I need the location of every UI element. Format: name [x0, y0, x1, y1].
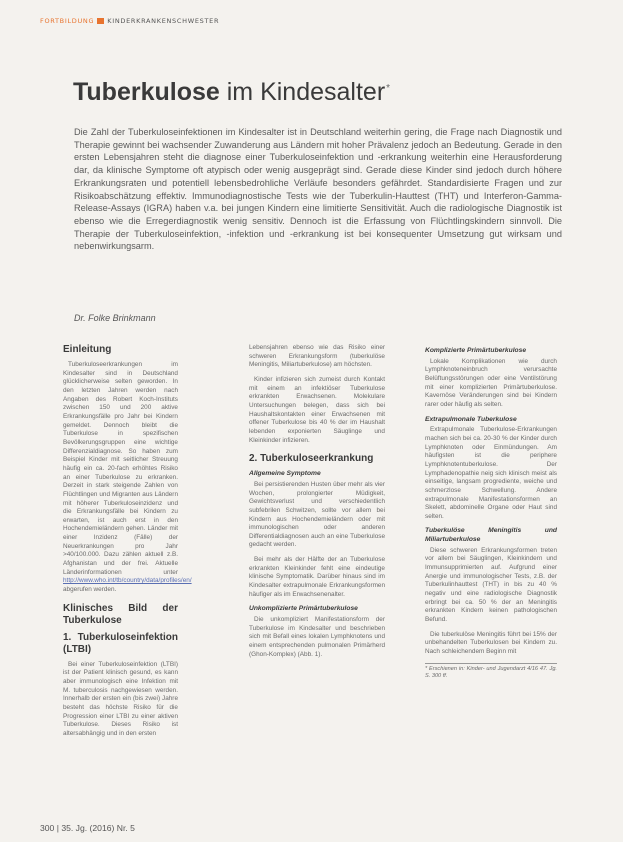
footnote: * Erschienen in: Kinder- und Jugendarzt 4/16 47. Jg. S. 300 ff. — [425, 663, 557, 680]
paragraph: Kinder infizieren sich zumeist durch Kontakt mit einem an infektiöser Tuberkulose erkrankten Erwachsenen. Molekulare Untersuchungen belegen, dass sich bei Haushaltskontakten einer Erwachsenen mit offener Tuberkulose bis 40 % der im Haushalt lebenden exponierten Säuglinge und Kleinkinder infizieren. — [249, 375, 385, 444]
paragraph-text-end: abgerufen werden. — [63, 586, 117, 594]
heading-klinisches-bild: Klinisches Bild der Tuberkulose — [63, 602, 178, 626]
paragraph: Bei persistierenden Husten über mehr als vier Wochen, prolongierter Müdigkeit, Gewichtsverlust und verschiedentlich subfebrilen Schwitzen, sollte vor allem bei Kindern aus Hochendemieländern oder mit immunologischen oder anderen Differentialdiagnosen auch an eine Tuberkulose gedacht werden. — [249, 480, 385, 549]
rubric-separator-icon — [97, 18, 104, 24]
heading-ltbi: 1. Tuberkuloseinfektion (LTBI) — [63, 631, 178, 655]
column-2 — [249, 344, 385, 665]
paragraph: Die tuberkulöse Meningitis führt bei 15% der unbehandelten Tuberkulosen bei Kindern zu. Nach schleichendem Beginn mit — [425, 630, 557, 655]
rubric — [40, 17, 219, 25]
subheading-unkomplizierte: Unkomplizierte Primärtuberkulose — [249, 605, 358, 613]
paragraph: Bei mehr als der Hälfte der an Tuberkulose erkrankten Kleinkinder fehlt eine eindeutige klinische Symptomatik. Darüber hinaus sind im Kindesalter extrapulmonale Erkrankungsformen häufiger als im Erwachsenenalter. — [249, 556, 385, 598]
page-title — [73, 78, 390, 107]
column-3 — [425, 344, 557, 680]
subheading-komplizierte: Komplizierte Primärtuberkulose — [425, 347, 527, 354]
paragraph — [63, 361, 192, 595]
heading-einleitung: Einleitung — [63, 344, 112, 355]
page-number: 300 | 35. Jg. (2016) Nr. 5 — [40, 823, 135, 833]
column-1 — [63, 344, 192, 745]
author: Dr. Folke Brinkmann — [74, 313, 156, 323]
paragraph: Lokale Komplikationen wie durch Lymphknoteneinbruch verursachte Belüftungsstörungen oder eine Ventilstörung mit einer komplizierten Primärtuberkulose. Kavernöse Veränderungen sind bei Kindern rarer oder häufig als selten. — [425, 357, 557, 408]
heading-tuberkuloseerkrankung: 2. Tuberkuloseerkrankung — [249, 453, 374, 465]
who-link[interactable]: http://www.who.int/tb/country/data/profiles/en/ — [63, 577, 192, 585]
lead-paragraph: Die Zahl der Tuberkuloseinfektionen im Kindesalter ist in Deutschland weiterhin gering, die Frage nach Diagnostik und Therapie gewinnt bei wachsender Zuwanderung aus Ländern mit hoher Prävalenz jedoch an Bedeutung. Gerade in den ersten Lebensjahren steht die diagnose einer Tuberkuloseinfektion und -erkrankung weiterhin eine Herausforderung dar, da klinische Symptome oft atypisch oder wenig ausgeprägt sind. Gerade diese Kinder sind jedoch durch höhere Erkrankungsraten und potentiell lebensbedrohliche Verläufe besonders gefährdet. Standardisierte Fragen und zur Risikoabschätzung effektiv. Immunodiagnostische Tests wie der Tuberkulin-Hauttest (THT) und Interferon-Gamma-Release-Assays (IGRA) haben v.a. bei jungen Kindern eine limitierte Sensitivität. Auch die radiologische Diagnostik ist ebenso wie die Erregerdiagnostik wenig sensitiv. Dennoch ist die Erfassung von Flüchtlingskindern sinnvoll. Die Therapie der Tuberkuloseinfektion, -infektion und -erkrankung ist bei konsequenter Umsetzung gut wirksam und nebenwirkungsarm. — [74, 127, 562, 252]
paragraph: Lebensjahren ebenso wie das Risiko einer schweren Erkrankungsform (tuberkulöse Meningitis, Miliartuberkulose) am höchsten. — [249, 344, 385, 369]
subheading-meningitis: Tuberkulöse Meningitis und Miliartuberkulose — [425, 527, 557, 544]
rubric-subsection: KINDERKRANKENSCHWESTER — [107, 17, 220, 25]
subheading-extrapulmonale: Extrapulmonale Tuberkulose — [425, 415, 517, 423]
title-rest: im Kindesalter — [226, 78, 386, 106]
paragraph-text: Tuberkuloseerkrankungen im Kindesalter sind in Deutschland glücklicherweise selten geworden. In den letzten Jahren werden nach Angaben des Robert Koch-Instituts zwischen 150 und 200 aktive Erkrankungsfälle pro Jahr bei Kindern gemeldet. Dennoch bleibt die Tuberkulose in spezifischen Bevölkerungsgruppen eine wichtige Differenzialdiagnose. So haben zum Beispiel Kinder mit seitlicher Streuung häufig ein ca. 20-fach erhöhtes Risiko an einer Tuberkulose zu erkranken. Derzeit in stark steigende Zahlen von Flüchtlingen und Migranten aus Ländern mit höherer Tuberkuloseinzidenz und die Erkrankungsfälle bei Kindern zu erwarten, ist auch erst in den Hochendemieländern gehen. Länder mit einer Inzidenz (Fälle) der Neuerkrankungen pro Jahr >40/100.000. Dazu zählen aktuell z.B. Afghanistan und der frei. Aktuelle Länderinformationen unter — [63, 361, 178, 576]
paragraph: Die unkompliziert Manifestationsform der Tuberkulose im Kindesalter und beschrieben sich mit Befall eines lokalen Lymphknotens und einem entsprechenden pulmonalen Primärherd (Ghon-Komplex) (Abb. 1). — [249, 616, 385, 658]
subheading-symptome: Allgemeine Symptome — [249, 470, 321, 478]
paragraph: Bei einer Tuberkuloseinfektion (LTBI) ist der Patient klinisch gesund, es kann aber immunologisch eine Infektion mit M. tuberculosis nachgewiesen werden. Innerhalb der ersten ein (bis zwei) Jahre besteht das höchste Risiko für die Progression einer LTBI zu einer aktiven Tuberkulose. Dieses Risiko ist altersabhängig und in den ersten — [63, 660, 178, 737]
title-main: Tuberkulose — [73, 78, 220, 106]
rubric-section: FORTBILDUNG — [40, 17, 95, 25]
paragraph: Extrapulmonale Tuberkulose-Erkrankungen machen sich bei ca. 20-30 % der Kinder durch Lymphknoten oder Einmündungen. Am häufigsten ist die periphere Lymphknotentuberkulose. Der Lymphadenopathie neig sich klinisch meist als einseitige, langsam progrediente, weiche und schmerzlose Schwellung. Andere extrapulmonale Manifestationsformen an Skelett, abdominelle Organe oder Haut sind selten. — [425, 426, 557, 520]
title-footnote-marker: * — [386, 82, 391, 94]
paragraph: Diese schweren Erkrankungsformen treten vor allem bei Säuglingen, Kleinkindern und Immunsupprimierten auf. Aufgrund einer Anergie und immunologischer Tests, z.B. der Tuberkulinhauttest (THT) in bis zu 40 % negativ und eine radiologische Diagnostik erbringt bei ca. 50 % der an Meningitis erkrankten Kindern keinen pathologischen Befund. — [425, 546, 557, 624]
